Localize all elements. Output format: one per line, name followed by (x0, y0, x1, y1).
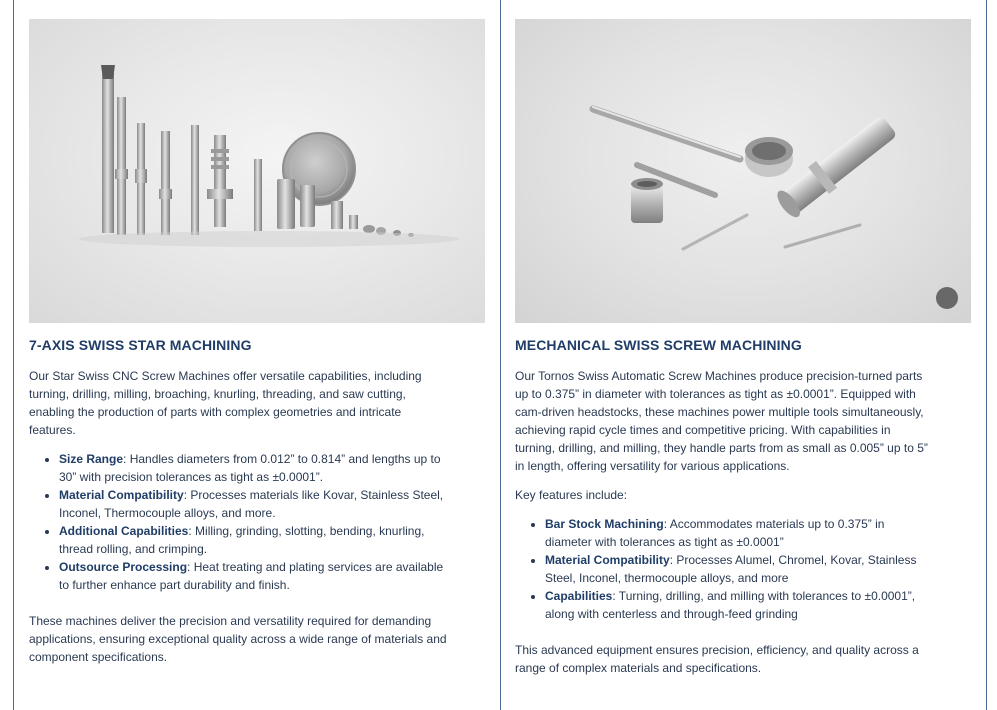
feature-text: : Handles diameters from 0.012” to 0.814” and lengths up to 30” with precision tolerances as tight as ±0.0001”. (59, 452, 441, 484)
swiss-screw-features-intro: Key features include: (515, 488, 628, 502)
swiss-star-card (13, 0, 501, 710)
feature-label: Bar Stock Machining (545, 517, 664, 531)
list-item (545, 551, 931, 587)
swiss-screw-description (515, 367, 931, 688)
list-item (545, 515, 931, 551)
swiss-star-parts-photo (29, 19, 485, 323)
carousel-dot[interactable] (936, 287, 958, 309)
swiss-star-title: 7-AXIS SWISS STAR MACHINING (29, 337, 252, 353)
list-item (59, 522, 449, 558)
feature-label: Additional Capabilities (59, 524, 189, 538)
swiss-star-intro: Our Star Swiss CNC Screw Machines offer versatile capabilities, including turning, drilling, milling, broaching, knurling, threading, and saw cutting, enabling the production of parts with complex geometries and intricate features. (29, 369, 422, 437)
swiss-star-feature-list (29, 450, 449, 594)
turned-parts-illustration (515, 19, 971, 323)
feature-label: Material Compatibility (59, 488, 184, 502)
swiss-screw-title: MECHANICAL SWISS SCREW MACHINING (515, 337, 802, 353)
swiss-screw-parts-photo (515, 19, 971, 323)
feature-label: Capabilities (545, 589, 613, 603)
list-item (59, 450, 449, 486)
list-item (545, 587, 931, 623)
feature-label: Outsource Processing (59, 560, 188, 574)
swiss-star-description (29, 367, 449, 677)
feature-text: : Milling, grinding, slotting, bending, knurling, thread rolling, and crimping. (59, 524, 425, 556)
feature-text: : Heat treating and plating services are available to further enhance part durability and finish. (59, 560, 444, 592)
list-item (59, 486, 449, 522)
swiss-screw-closing: This advanced equipment ensures precision, efficiency, and quality across a range of complex materials and specifications. (515, 643, 919, 675)
swiss-screw-intro: Our Tornos Swiss Automatic Screw Machines produce precision-turned parts up to 0.375” in diameter with tolerances as tight as ±0.0001”. Equipped with cam-driven headstocks, these machines power multiple tools simultaneously, achieving rapid cycle times and competitive pricing. With capabilities in turning, drilling, and milling, they handle parts from as small as 0.005” up to 5” in length, offering versatility for various applications. (515, 369, 928, 473)
machined-parts-illustration (29, 19, 485, 323)
swiss-star-closing: These machines deliver the precision and versatility required for demanding applications, ensuring exceptional quality across a wide range of materials and component specifications. (29, 614, 447, 664)
feature-text: : Accommodates materials up to 0.375” in diameter with tolerances as tight as ±0.0001” (545, 517, 885, 549)
feature-text: : Processes Alumel, Chromel, Kovar, Stainless Steel, Inconel, thermocouple alloys, and more (545, 553, 917, 585)
feature-text: : Turning, drilling, and milling with tolerances to ±0.0001”, along with centerless and through-feed grinding (545, 589, 916, 621)
feature-text: : Processes materials like Kovar, Stainless Steel, Inconel, Thermocouple alloys, and more. (59, 488, 444, 520)
swiss-screw-feature-list (515, 515, 931, 623)
list-item (59, 558, 449, 594)
swiss-screw-card (501, 0, 987, 710)
feature-label: Size Range (59, 452, 124, 466)
feature-label: Material Compatibility (545, 553, 670, 567)
